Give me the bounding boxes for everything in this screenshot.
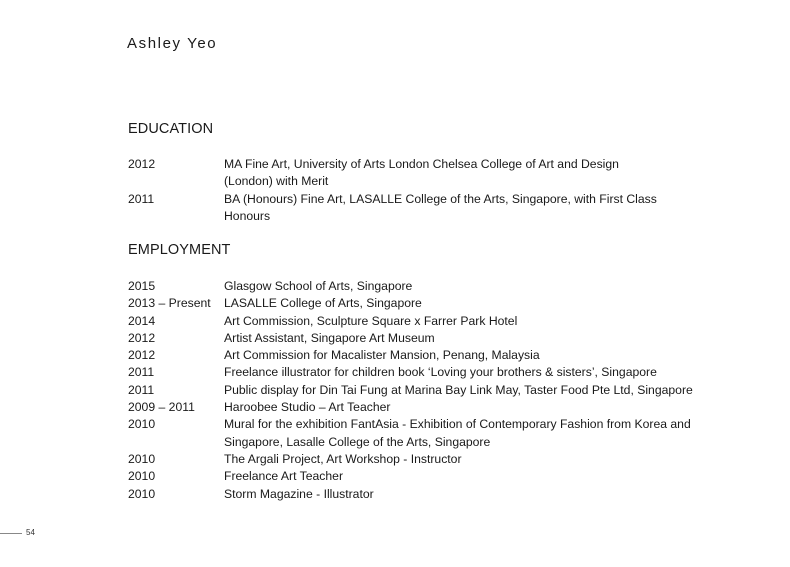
entry-year: 2012: [128, 330, 156, 345]
entry-description: BA (Honours) Fine Art, LASALLE College of the Arts, Singapore, with First Class Honours: [224, 191, 657, 223]
entry-description: The Argali Project, Art Workshop - Instructor: [224, 451, 462, 466]
education-entry: [128, 191, 768, 226]
employment-entry: [128, 416, 768, 451]
employment-entry: [128, 486, 768, 503]
entry-year: 2012: [128, 348, 156, 363]
employment-entry: [128, 382, 768, 399]
education-entry: [128, 156, 768, 191]
entry-description: MA Fine Art, University of Arts London Chelsea College of Art and Design (London) with Merit: [224, 157, 619, 189]
entry-year: 2010: [128, 451, 156, 466]
employment-entry: [128, 295, 768, 312]
entry-year: 2011: [128, 365, 155, 380]
employment-entry: [128, 468, 768, 485]
employment-entry: [128, 364, 768, 381]
page-title: Ashley Yeo: [127, 35, 218, 52]
entry-description: Mural for the exhibition FantAsia - Exhibition of Contemporary Fashion from Korea and Singapore, Lasalle College of the Arts, Singapore: [224, 417, 691, 449]
entry-description: Haroobee Studio – Art Teacher: [224, 400, 391, 415]
entry-year: 2011: [128, 382, 155, 397]
education-list: [128, 156, 768, 225]
entry-year: 2015: [128, 279, 156, 293]
entry-year: 2010: [128, 486, 156, 501]
employment-list: [128, 278, 768, 503]
entry-description: Freelance Art Teacher: [224, 469, 344, 484]
entry-description: Art Commission, Sculpture Square x Farrer Park Hotel: [224, 313, 518, 328]
entry-description: LASALLE College of Arts, Singapore: [224, 296, 422, 311]
entry-year: 2014: [128, 313, 156, 328]
employment-entry: [128, 347, 768, 364]
employment-entry: [128, 451, 768, 468]
page-number-rule: [0, 533, 22, 534]
entry-description: Storm Magazine - Illustrator: [224, 486, 374, 501]
employment-entry: [128, 278, 768, 295]
entry-description: Freelance illustrator for children book ‘Loving your brothers & sisters’, Singapore: [224, 365, 657, 380]
entry-description: Art Commission for Macalister Mansion, Penang, Malaysia: [224, 348, 540, 363]
entry-description: Glasgow School of Arts, Singapore: [224, 279, 413, 293]
entry-year: 2011: [128, 191, 155, 206]
page-number: 54: [26, 528, 35, 537]
employment-entry: [128, 330, 768, 347]
employment-heading: EMPLOYMENT: [128, 242, 231, 258]
entry-year: 2009 – 2011: [128, 400, 195, 415]
entry-description: Artist Assistant, Singapore Art Museum: [224, 330, 435, 345]
employment-entry: [128, 399, 768, 416]
employment-entry: [128, 313, 768, 330]
entry-year: 2010: [128, 469, 156, 484]
entry-description: Public display for Din Tai Fung at Marina Bay Link May, Taster Food Pte Ltd, Singapore: [224, 382, 693, 397]
entry-year: 2013 – Present: [128, 296, 211, 311]
education-heading: EDUCATION: [128, 121, 214, 137]
entry-year: 2010: [128, 417, 156, 432]
entry-year: 2012: [128, 157, 156, 171]
